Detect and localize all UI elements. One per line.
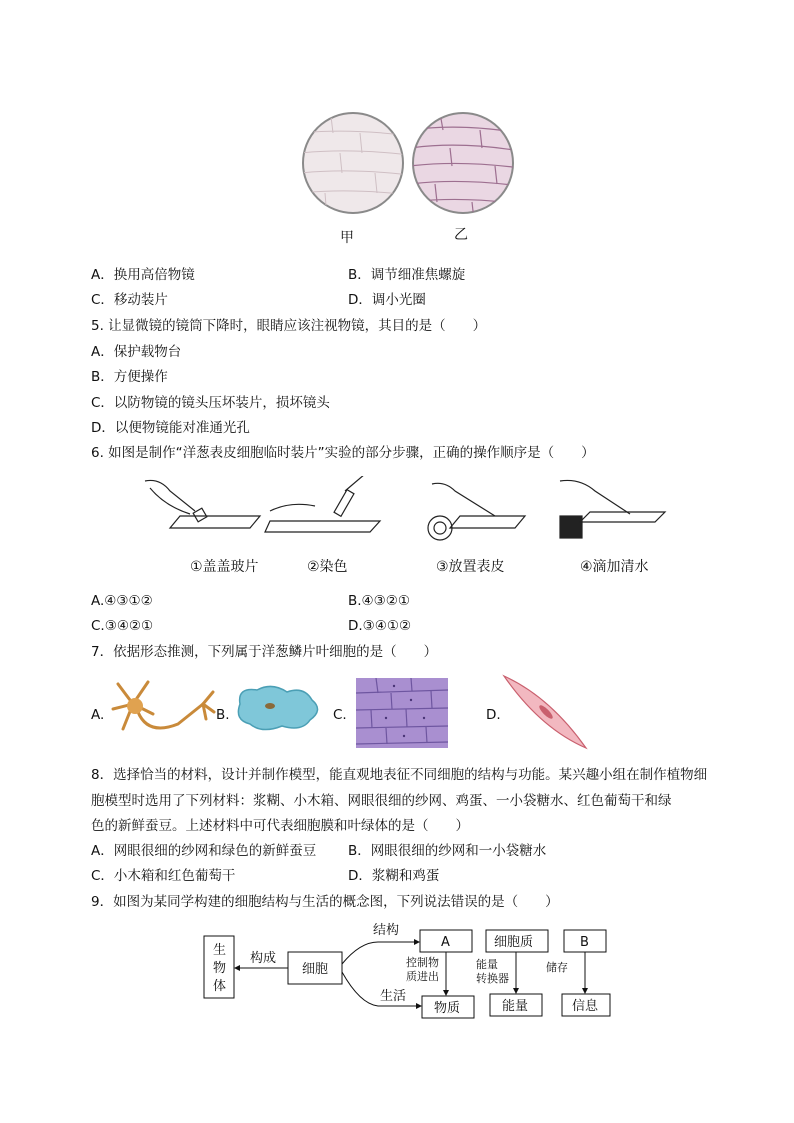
q7-option-c[interactable]: C.	[333, 707, 347, 723]
q6-stem: 6. 如图是制作“洋葱表皮细胞临时装片”实验的部分步骤，正确的操作顺序是（ ）	[91, 445, 595, 461]
label-energy-conv-2: 转换器	[476, 972, 509, 985]
label-energy: 能量	[502, 999, 529, 1014]
view-yi	[410, 113, 520, 220]
q8-option-d[interactable]: D．浆糊和鸡蛋	[348, 868, 440, 884]
q4-option-a[interactable]: A．换用高倍物镜	[91, 267, 195, 283]
neuron-image	[108, 674, 216, 746]
label-cell: 细胞	[302, 962, 329, 977]
q6-option-c[interactable]: C.③④②①	[91, 618, 154, 634]
fig-label-yi: 乙	[454, 227, 468, 243]
q7-option-d[interactable]: D.	[486, 707, 501, 723]
q4-option-d[interactable]: D．调小光圈	[348, 292, 426, 308]
label-a: A	[441, 935, 450, 950]
q5-stem: 5. 让显微镜的镜筒下降时，眼睛应该注视物镜，其目的是（ ）	[91, 318, 487, 334]
q6-step-4: ④滴加清水	[580, 559, 649, 575]
label-life: 生活	[380, 989, 407, 1004]
organism-char-3: 体	[213, 979, 227, 994]
fig-label-jia: 甲	[340, 230, 354, 246]
q8-option-b[interactable]: B．网眼很细的纱网和一小袋糖水	[348, 843, 547, 859]
q6-option-d[interactable]: D.③④①②	[348, 618, 412, 634]
q8-stem-line-3: 色的新鲜蚕豆。上述材料中可代表细胞膜和叶绿体的是（ ）	[91, 818, 469, 834]
label-info: 信息	[572, 999, 599, 1014]
amoeba-icon	[232, 682, 322, 734]
concept-map-diagram	[200, 918, 620, 1024]
q5-option-a[interactable]: A．保护载物台	[91, 344, 182, 360]
q4-figure	[300, 108, 520, 248]
label-compose: 构成	[250, 951, 277, 966]
q5-option-b[interactable]: B．方便操作	[91, 369, 168, 385]
microscope-views	[300, 108, 520, 248]
amoeba-image	[232, 682, 322, 734]
q9-concept-map	[200, 918, 620, 1024]
slide-steps-illustration	[140, 476, 670, 546]
label-cytoplasm: 细胞质	[494, 935, 534, 950]
q6-option-b[interactable]: B.④③②①	[348, 593, 410, 609]
q6-figure	[140, 476, 670, 546]
q6-option-a[interactable]: A.④③①②	[91, 593, 153, 609]
q5-option-c[interactable]: C．以防物镜的镜头压坏装片，损坏镜头	[91, 395, 330, 411]
q4-option-b[interactable]: B．调节细准焦螺旋	[348, 267, 466, 283]
view-jia	[300, 108, 410, 218]
arrow-structure	[342, 942, 416, 964]
neuron-icon	[108, 674, 216, 746]
label-matter: 物质	[434, 1001, 461, 1016]
q4-option-c[interactable]: C．移动装片	[91, 292, 168, 308]
q8-option-c[interactable]: C．小木箱和红色葡萄干	[91, 868, 236, 884]
label-control-2: 质进出	[406, 970, 439, 983]
q7-option-b[interactable]: B.	[216, 707, 230, 723]
organism-char-2: 物	[213, 961, 227, 976]
q6-step-3: ③放置表皮	[436, 559, 505, 575]
organism-char-1: 生	[213, 943, 227, 958]
label-b: B	[580, 935, 589, 950]
q8-stem-line-1: 8．选择恰当的材料，设计并制作模型，能直观地表征不同细胞的结构与功能。某兴趣小组在制作植物细	[91, 767, 708, 783]
smooth-muscle-cell-icon	[500, 672, 590, 752]
label-store: 储存	[546, 961, 568, 974]
q8-option-a[interactable]: A．网眼很细的纱网和绿色的新鲜蚕豆	[91, 843, 317, 859]
q6-step-1: ①盖盖玻片	[190, 559, 259, 575]
q9-stem: 9．如图为某同学构建的细胞结构与生活的概念图，下列说法错误的是（ ）	[91, 894, 559, 910]
onion-epidermis-icon	[356, 678, 448, 748]
muscle-cell-image	[500, 672, 590, 752]
q5-option-d[interactable]: D．以便物镜能对准通光孔	[91, 420, 250, 436]
q7-stem: 7．依据形态推测，下列属于洋葱鳞片叶细胞的是（ ）	[91, 644, 438, 660]
q8-stem-line-2: 胞模型时选用了下列材料：浆糊、小木箱、网眼很细的纱网、鸡蛋、一小袋糖水、红色葡萄干和绿	[91, 793, 672, 809]
q6-step-2: ②染色	[307, 559, 348, 575]
onion-cells-image	[356, 678, 448, 748]
q7-option-a[interactable]: A.	[91, 707, 105, 723]
label-structure: 结构	[373, 923, 400, 938]
label-energy-conv-1: 能量	[476, 958, 498, 971]
label-control-1: 控制物	[406, 956, 439, 969]
